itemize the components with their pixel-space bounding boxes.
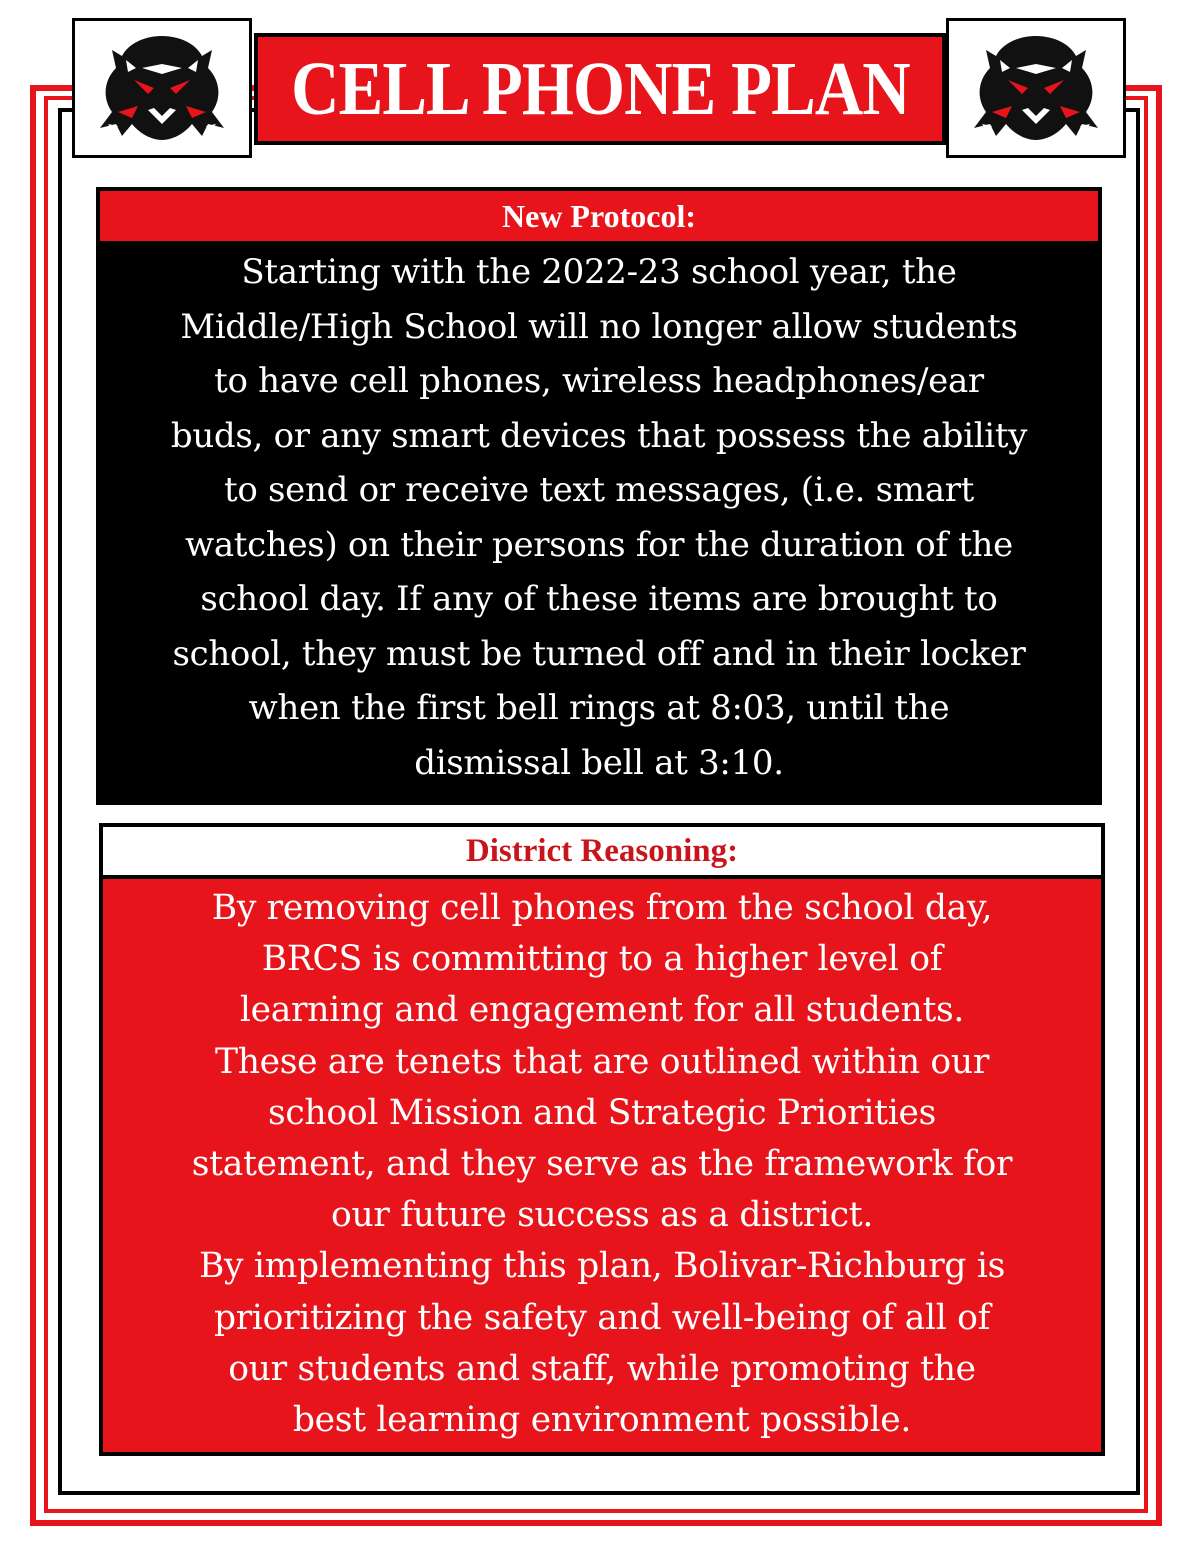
title-banner xyxy=(254,33,946,145)
logo-right xyxy=(946,18,1126,158)
district-reasoning-body: By removing cell phones from the school day, BRCS is committing to a higher level of learning and engagement for all students. These are tenets that are outlined within our school Mission and Strategic Priorities statement, and they serve as the framework for our future success as a district. By implementing this plan, Bolivar-Richburg is prioritizing the safety and well-being of all of our students and staff, while promoting the best learning environment possible. xyxy=(191,888,1013,1441)
new-protocol-section xyxy=(96,187,1102,805)
page-title: CELL PHONE PLAN xyxy=(290,46,910,131)
district-reasoning-panel xyxy=(103,879,1101,1452)
district-reasoning-section xyxy=(99,823,1105,1456)
new-protocol-body: Starting with the 2022-23 school year, the Middle/High School will no longer allow students to have cell phones, wireless headphones/ear buds, or any smart devices that possess the ability to send or receive text messages, (i.e. smart watches) on their persons for the duration of the school day. If any of these items are brought to school, they must be turned off and in their locker when the first bell rings at 8:03, until the dismissal bell at 3:10. xyxy=(170,252,1028,783)
bear-mascot-icon xyxy=(82,28,242,148)
logo-left xyxy=(72,18,252,158)
bear-mascot-icon xyxy=(956,28,1116,148)
district-reasoning-heading: District Reasoning: xyxy=(103,827,1101,875)
new-protocol-heading: New Protocol: xyxy=(100,191,1098,241)
